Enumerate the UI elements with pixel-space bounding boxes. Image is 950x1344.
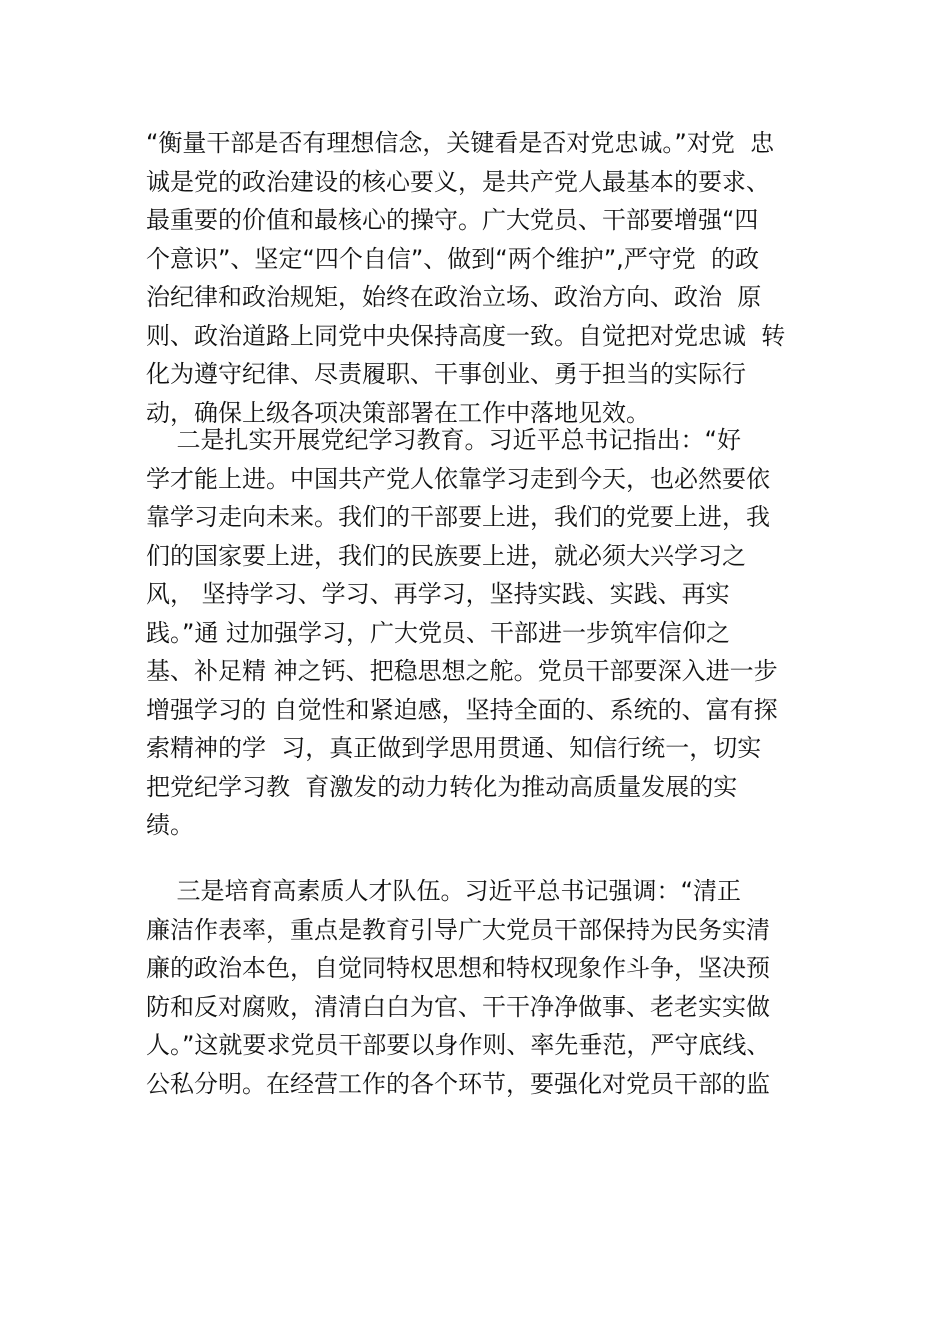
text-line: 们的国家要上进，我们的民族要上进，就必须大兴学习之 bbox=[146, 541, 746, 570]
text-line: 践。”通 过加强学习，广大党员、干部进一步筑牢信仰之 bbox=[146, 618, 731, 647]
text-line: 学才能上进。中国共产党人依靠学习走到今天，也必然要依 bbox=[146, 464, 770, 493]
text-line: 基、补足精 神之钙、把稳思想之舵。党员干部要深入进一步 bbox=[146, 657, 778, 685]
text-line: 风， 坚持学习、学习、再学习，坚持实践、实践、再实 bbox=[146, 580, 730, 608]
text-line: 防和反对腐败，清清白白为官、干干净净做事、老老实实做 bbox=[146, 992, 770, 1021]
text-line: 人。”这就要求党员干部要以身作则、率先垂范，严守底线、 bbox=[146, 1031, 771, 1059]
text-line: 增强学习的 自觉性和紧迫感，坚持全面的、系统的、富有探 bbox=[146, 695, 778, 724]
text-line: 二是扎实开展党纪学习教育。习近平总书记指出：“好 bbox=[146, 426, 741, 454]
text-line: “衡量干部是否有理想信念，关键看是否对党忠诚。”对党 忠 bbox=[146, 129, 775, 157]
text-line: 索精神的学 习，真正做到学思用贯通、知信行统一，切实 bbox=[146, 734, 762, 762]
text-line: 靠学习走向未来。我们的干部要上进，我们的党要上进，我 bbox=[146, 503, 770, 531]
text-line: 三是培育高素质人才队伍。习近平总书记强调：“清正 bbox=[146, 877, 741, 905]
text-line: 化为遵守纪律、尽责履职、干事创业、勇于担当的实际行 bbox=[146, 360, 746, 388]
text-line: 绩。 bbox=[146, 811, 194, 839]
paragraph-loyalty bbox=[146, 124, 846, 432]
text-line: 则、政治道路上同党中央保持高度一致。自觉把对党忠诚 转 bbox=[146, 321, 786, 350]
paragraph-party-discipline-study bbox=[146, 421, 846, 845]
text-line: 诚是党的政治建设的核心要义，是共产党人最基本的要求、 bbox=[146, 167, 770, 196]
text-line: 治纪律和政治规矩，始终在政治立场、政治方向、政治 原 bbox=[146, 283, 762, 311]
text-line: 公私分明。在经营工作的各个环节，要强化对党员干部的监 bbox=[146, 1069, 770, 1098]
text-line: 廉的政治本色，自觉同特权思想和特权现象作斗争，坚决预 bbox=[146, 954, 770, 982]
paragraph-talent-team bbox=[146, 872, 846, 1103]
text-line: 廉洁作表率，重点是教育引导广大党员干部保持为民务实清 bbox=[146, 915, 770, 944]
text-line: 最重要的价值和最核心的操守。广大党员、干部要增强“四 bbox=[146, 206, 759, 234]
text-line: 动，确保上级各项决策部署在工作中落地见效。 bbox=[146, 398, 650, 427]
text-line: 把党纪学习教 育激发的动力转化为推动高质量发展的实 bbox=[146, 772, 738, 801]
text-line: 个意识”、坚定“四个自信”、做到“两个维护”,严守党 的政 bbox=[146, 244, 760, 273]
